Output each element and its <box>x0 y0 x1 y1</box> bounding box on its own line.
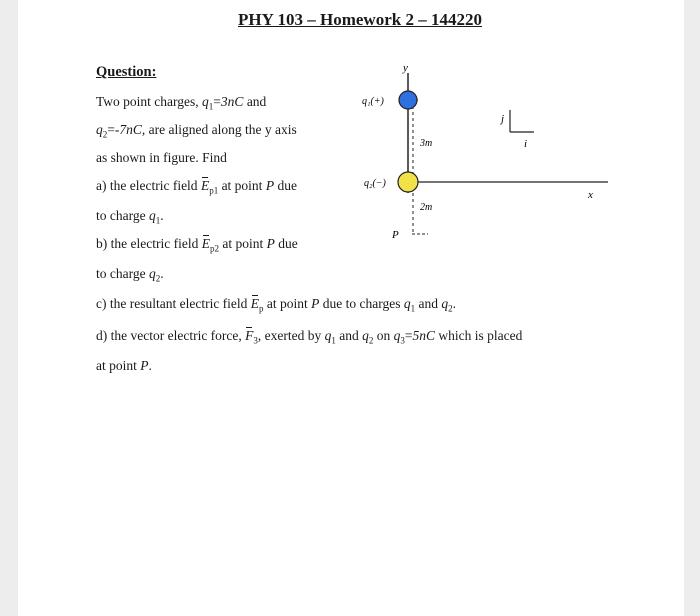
question-heading: Question: <box>96 64 157 80</box>
part-b-line-1: b) the electric field $E_{p2}$ at point P due <box>96 236 298 254</box>
question-line-3: as shown in figure. Find <box>96 150 227 165</box>
charge-q1-label: q₁(+) <box>362 96 384 107</box>
charge-q2-label: q₂(−) <box>364 178 386 189</box>
i-unit-label: i <box>524 138 528 150</box>
part-a-line-1: a) the electric field $E_{p1}$ at point P due <box>96 178 297 196</box>
question-line-2: $q_2=-7nC$, are aligned along the y axis <box>96 122 297 140</box>
charge-q2-marker <box>398 172 418 192</box>
distance-label-2m: 2m <box>420 202 433 213</box>
page-title: PHY 103 – Homework 2 – 144220 <box>238 10 482 29</box>
charge-diagram <box>350 58 618 253</box>
part-c-line: c) the resultant electric field $E_p$ at point P due to charges $q_1$ and $q_2$. <box>96 296 457 314</box>
point-p-label: P <box>392 229 399 241</box>
j-unit-label: j <box>501 113 505 125</box>
part-a-line-2: to charge $q_1$. <box>96 208 164 226</box>
charge-q1-marker <box>399 91 417 109</box>
x-axis-label: x <box>588 189 593 201</box>
part-b-line-2: to charge $q_2$. <box>96 266 164 284</box>
y-axis-label: y <box>403 62 408 74</box>
part-d-line-2: at point P. <box>96 358 152 373</box>
part-d-line-1: d) the vector electric force, $F_3$, exerted by $q_1$ and $q_2$ on $q_3=5nC$ which is placed <box>96 328 523 346</box>
distance-label-3m: 3m <box>420 138 433 149</box>
question-line-1: Two point charges, $q_1=3nC$ and <box>96 94 267 112</box>
homework-page <box>18 0 684 616</box>
